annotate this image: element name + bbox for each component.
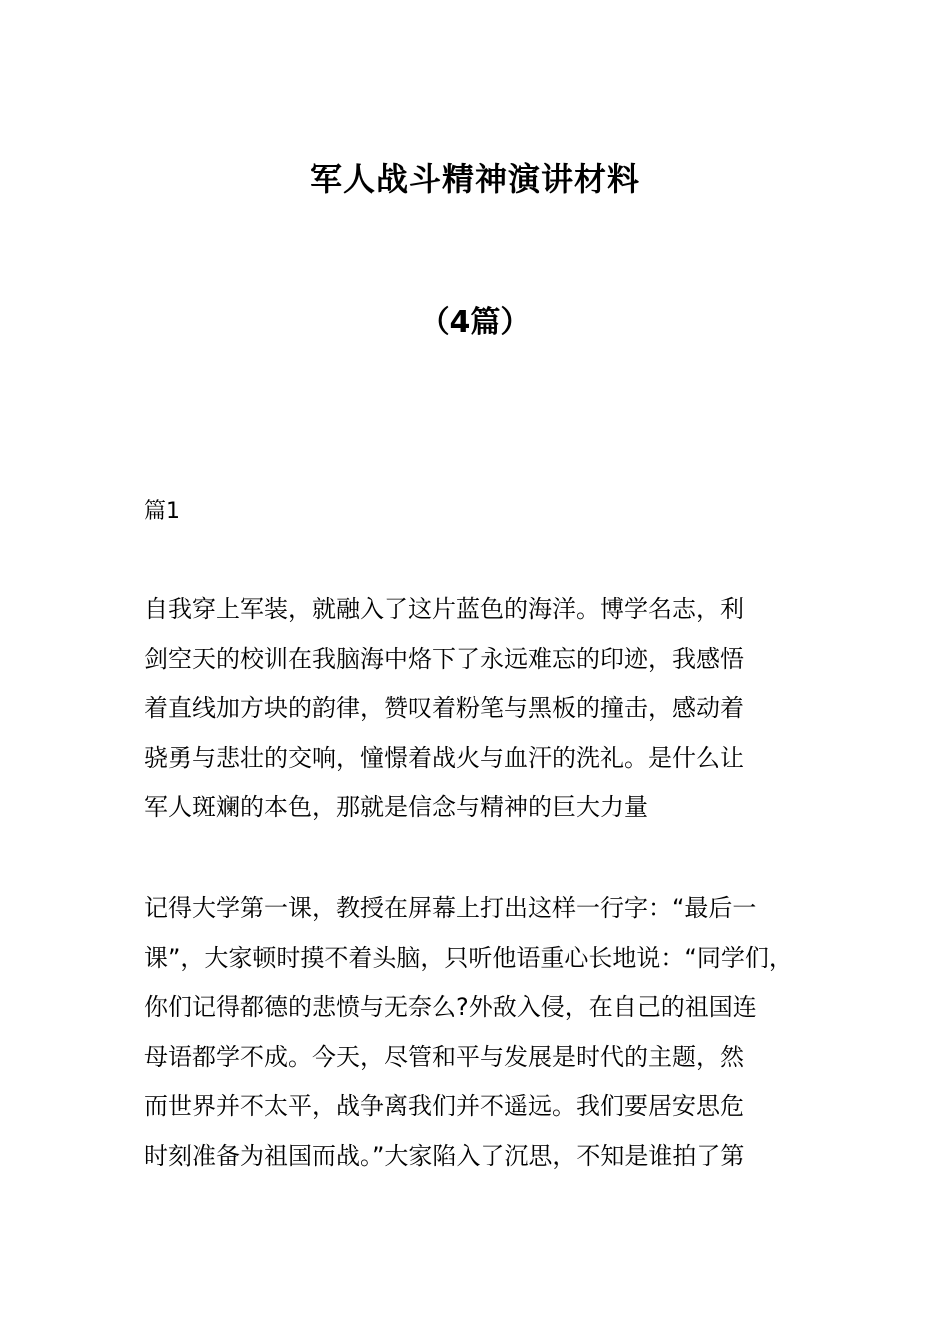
document-title: 军人战斗精神演讲材料: [309, 160, 640, 198]
paragraph-line: 军人斑斓的本色，那就是信念与精神的巨大力量: [144, 793, 648, 822]
document-subtitle: （4篇）: [419, 305, 531, 340]
section-label: 篇1: [144, 499, 180, 524]
paragraph-line: 母语都学不成。今天，尽管和平与发展是时代的主题，然: [144, 1042, 744, 1071]
paragraph-line: 记得大学第一课，教授在屏幕上打出这样一行字：“最后一: [144, 894, 757, 922]
paragraph-1: [144, 585, 844, 833]
paragraph-line: 课”，大家顿时摸不着头脑，只听他语重心长地说：“同学们，: [144, 943, 793, 972]
paragraph-line: 剑空天的校训在我脑海中烙下了永远难忘的印迹，我感悟: [144, 644, 744, 673]
paragraph-line: 而世界并不太平，战争离我们并不遥远。我们要居安思危: [144, 1092, 744, 1121]
paragraph-line: 骁勇与悲壮的交响，憧憬着战火与血汗的洗礼。是什么让: [144, 743, 744, 772]
paragraph-line: 你们记得都德的悲愤与无奈么?外敌入侵，在自己的祖国连: [144, 993, 757, 1022]
paragraph-line: 着直线加方块的韵律，赞叹着粉笔与黑板的撞击，感动着: [144, 694, 744, 723]
paragraph-2: [144, 884, 844, 1182]
paragraph-line: 时刻准备为祖国而战。”大家陷入了沉思，不知是谁拍了第: [144, 1141, 745, 1170]
paragraph-line: 自我穿上军装，就融入了这片蓝色的海洋。博学名志，利: [144, 595, 744, 623]
